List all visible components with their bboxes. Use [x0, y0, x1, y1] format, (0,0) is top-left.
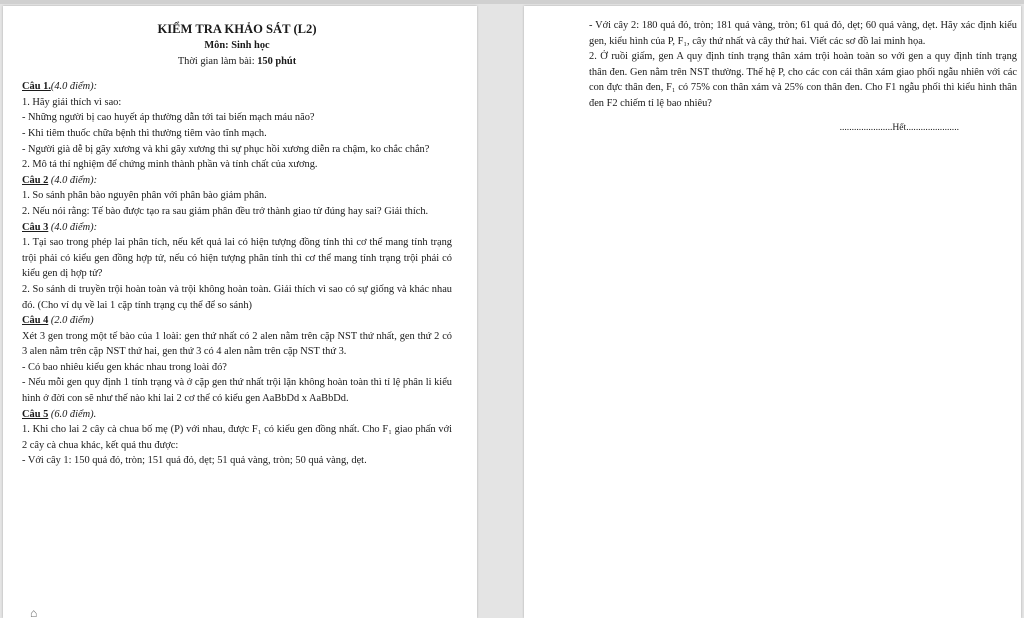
- question-5-line: - Với cây 1: 150 quả đỏ, tròn; 151 quả đỏ, dẹt; 51 quả vàng, tròn; 50 quả vàng, dẹt.: [22, 455, 367, 467]
- question-2-heading: [22, 173, 452, 189]
- question-4-points: (2.0 điểm): [48, 315, 94, 327]
- question-1-heading: [22, 79, 452, 95]
- question-1-line: - Người già dễ bị gãy xương và khi gãy xương thì sự phục hồi xương diễn ra chậm, ko chắc chắn?: [22, 143, 430, 155]
- question-5-line: 1. Khi cho lai 2 cây cà chua bố mẹ (P) với nhau, được F₁ có kiểu gen đồng nhất. Cho F₁ giao phấn với 2 cây cà chua khác, kết quả thu được:: [22, 424, 452, 451]
- question-3-line: 1. Tại sao trong phép lai phân tích, nếu kết quả lai có hiện tượng đồng tính thì cơ thể mang tính trạng trội phải có kiểu gen đồng hợp tử, nếu có hiện tượng phân tính thì cơ thể mang tính trạng trội phải có kiểu gen dị hợp tử?: [22, 237, 452, 280]
- question-1-line: - Những người bị cao huyết áp thường dẫn tới tai biến mạch máu não?: [22, 112, 315, 124]
- question-4-label: Câu 4: [22, 315, 49, 327]
- question-2-line: 2. Nếu nói rằng: Tế bào được tạo ra sau giảm phân đều trở thành giao tử đúng hay sai? Giải thích.: [22, 205, 429, 217]
- question-4-line: Xét 3 gen trong một tế bào của 1 loài: gen thứ nhất có 2 alen nằm trên cặp NST thứ nhất, gen thứ 2 có 3 alen nằm trên cặp NST thứ hai, gen thứ 3 có 4 alen nằm trên cặp NST thứ 3.: [22, 330, 452, 358]
- question-1-line: - Khi tiêm thuốc chữa bệnh thì thường tiêm vào tĩnh mạch.: [22, 127, 267, 139]
- document-viewer[interactable]: [0, 4, 1024, 618]
- question-1-line: 2. Mô tả thí nghiệm để chứng minh thành phần và tính chất của xương.: [22, 159, 318, 171]
- exam-subject: Môn: Sinh học: [204, 40, 270, 51]
- question-3-heading: [22, 220, 452, 236]
- question-3-label: Câu 3: [22, 221, 49, 233]
- question-1-line: 1. Hãy giải thích vì sao:: [22, 96, 122, 108]
- end-of-exam-marker: ......................Hết......................: [839, 121, 959, 133]
- exam-time: [22, 54, 452, 70]
- exam-time-label: Thời gian làm bài:: [177, 55, 258, 67]
- page-2-content: [589, 18, 1017, 135]
- question-3-line: 2. So sánh di truyền trội hoàn toàn và trội không hoàn toàn. Giải thích vì sao có sự giống và khác nhau đó. (Cho ví dụ về lai 1 cặp tính trạng cụ thể để so sánh): [22, 283, 452, 311]
- question-4-line: - Có bao nhiêu kiểu gen khác nhau trong loài đó?: [22, 361, 227, 373]
- exam-time-value: 150 phút: [257, 55, 297, 67]
- question-4-heading: [22, 313, 452, 329]
- question-2-line: 1. So sánh phân bào nguyên phân với phân bào giảm phân.: [22, 190, 267, 202]
- document-page-2: [524, 6, 1021, 618]
- question-5-continued-line: 2. Ở ruồi giấm, gen A quy định tính trạng thân xám trội hoàn toàn so với gen a quy định tính trạng thân đen. Gen nằm trên NST thường. Thế hệ P, cho các con cái thân xám giao phối ngẫu nhiên với các con đực thân đen, F₁ có 75% con thân xám và 25% con thân đen. Cho F1 ngẫu phối thì kiểu hình thân đen F2 chiếm tỉ lệ bao nhiêu?: [589, 51, 1017, 109]
- question-5-heading: [22, 407, 452, 423]
- question-5-continued-line: - Với cây 2: 180 quả đỏ, tròn; 181 quả vàng, tròn; 61 quả đỏ, dẹt; 60 quả vàng, dẹt. Hãy xác định kiểu gen, kiểu hình của P, F₁, cây thứ nhất và cây thứ hai. Viết các sơ đồ lai minh họa.: [589, 20, 1017, 47]
- question-5-label: Câu 5: [22, 408, 49, 420]
- spacer: [22, 69, 452, 79]
- question-2-label: Câu 2: [22, 174, 49, 186]
- page-footer-mark-icon: ⌂: [30, 606, 38, 618]
- question-2-points: (4.0 điểm):: [48, 174, 98, 186]
- question-3-points: (4.0 điểm):: [48, 221, 98, 233]
- question-5-points: (6.0 điểm).: [48, 408, 97, 420]
- exam-title: KIỂM TRA KHẢO SÁT (L2): [157, 22, 317, 36]
- question-1-label: Câu 1.: [22, 81, 51, 93]
- page-1-content: [22, 20, 452, 469]
- document-page-1: [3, 6, 477, 618]
- question-4-line: - Nếu mỗi gen quy định 1 tính trạng và ở cặp gen thứ nhất trội lặn không hoàn toàn thì tỉ lệ phân li kiểu hình ở đời con sẽ như thế nào khi lai 2 cơ thể có kiểu gen AaBbDd x AaBbDd.: [22, 377, 452, 405]
- question-1-points: (4.0 điểm):: [50, 81, 98, 93]
